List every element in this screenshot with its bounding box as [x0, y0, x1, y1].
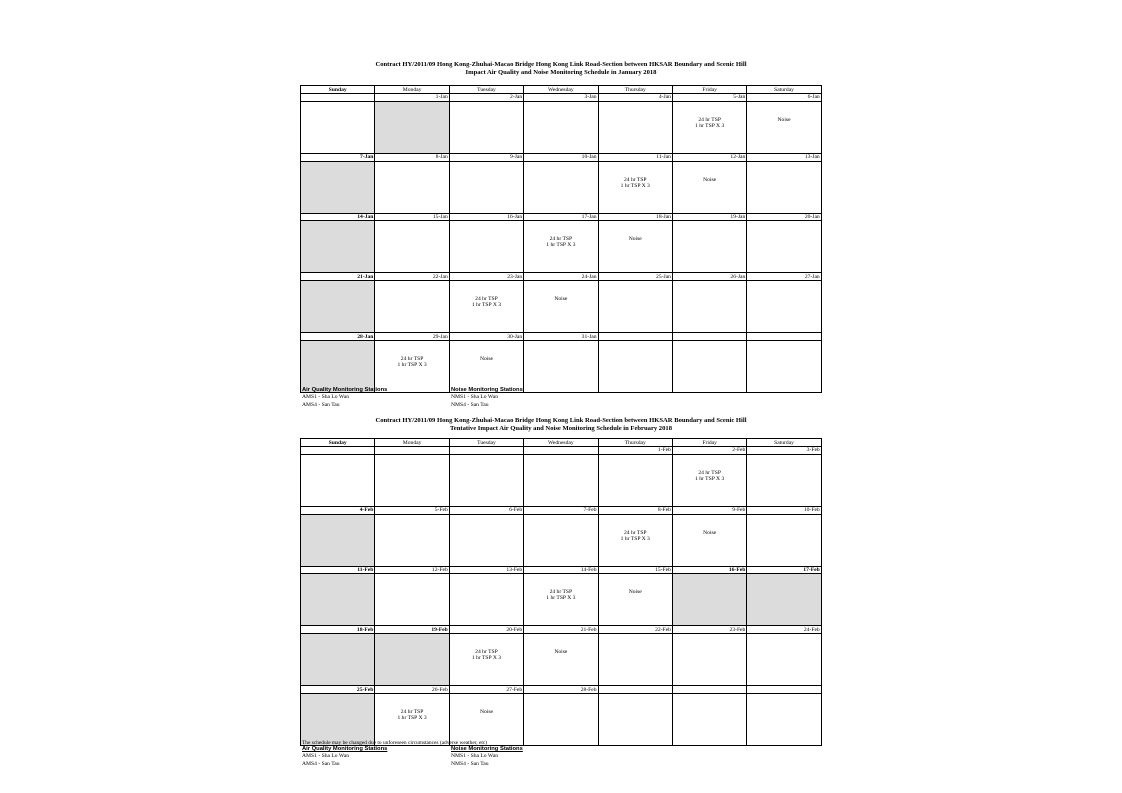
day-cell	[375, 161, 449, 213]
january-noise-legend	[451, 387, 523, 409]
monitoring-activity: Noise	[554, 296, 568, 303]
monitoring-activity: Noise	[479, 708, 493, 715]
date-label: 30-Jan	[449, 333, 523, 341]
date-label: 1-Jan	[375, 94, 449, 102]
day-cell	[301, 634, 375, 686]
day-cell	[449, 634, 523, 686]
day-cell	[301, 693, 375, 745]
date-label: 9-Jan	[449, 153, 523, 161]
day-cell	[301, 340, 375, 392]
monitoring-activity: 24 hr TSP	[698, 469, 721, 476]
monitoring-activity: 24 hr TSP	[549, 589, 573, 596]
weekday-header: Friday	[672, 86, 746, 94]
date-label: 7-Feb	[524, 506, 598, 514]
monitoring-activity: 24 hr TSP	[549, 236, 573, 243]
date-label: 15-Feb	[598, 566, 672, 574]
date-label: 22-Feb	[598, 626, 672, 634]
day-cell	[672, 221, 746, 273]
date-label: 10-Feb	[747, 506, 821, 514]
date-label: 29-Jan	[375, 333, 449, 341]
date-label: 20-Jan	[747, 213, 821, 221]
weekday-header: Saturday	[747, 439, 821, 447]
day-cell	[524, 221, 598, 273]
date-label	[524, 447, 598, 455]
monitoring-activity: Noise	[628, 589, 642, 596]
date-label	[449, 447, 523, 455]
date-label	[672, 686, 746, 694]
weekday-header: Sunday	[301, 86, 375, 94]
date-label: 19-Feb	[375, 626, 449, 634]
monitoring-activity: 1 hr TSP X 3	[397, 714, 427, 721]
day-cell	[524, 340, 598, 392]
day-cell	[598, 281, 672, 333]
day-cell	[598, 340, 672, 392]
day-cell	[449, 574, 523, 626]
date-label: 24-Feb	[747, 626, 821, 634]
day-cell	[524, 514, 598, 566]
day-cell	[524, 634, 598, 686]
date-label: 20-Feb	[449, 626, 523, 634]
date-label: 8-Jan	[375, 153, 449, 161]
monitoring-activity: 1 hr TSP X 3	[546, 242, 576, 249]
date-label: 10-Jan	[524, 153, 598, 161]
date-label	[598, 686, 672, 694]
monitoring-activity: 1 hr TSP X 3	[620, 182, 650, 189]
noise-legend-heading: Noise Monitoring Stations	[451, 387, 523, 393]
weekday-header: Thursday	[598, 86, 672, 94]
day-cell	[672, 340, 746, 392]
weekday-header: Sunday	[301, 439, 375, 447]
monitoring-activity: 1 hr TSP X 3	[695, 475, 725, 482]
date-label: 3-Feb	[747, 447, 821, 455]
day-cell	[598, 574, 672, 626]
day-cell	[747, 693, 821, 745]
date-label: 26-Jan	[672, 273, 746, 281]
day-cell	[598, 454, 672, 506]
date-label: 9-Feb	[672, 506, 746, 514]
day-cell	[524, 101, 598, 153]
date-label: 23-Jan	[449, 273, 523, 281]
air-legend-heading: Air Quality Monitoring Stations	[302, 387, 388, 393]
air-legend-item: AMS1 - Sha Lo Wan	[302, 394, 349, 401]
date-label: 12-Jan	[672, 153, 746, 161]
monitoring-activity: 24 hr TSP	[623, 529, 647, 536]
date-label: 17-Jan	[524, 213, 598, 221]
weekday-header: Wednesday	[524, 86, 598, 94]
day-cell	[301, 101, 375, 153]
january-air-legend	[302, 387, 387, 409]
january-title	[300, 61, 822, 76]
weekday-header: Monday	[375, 439, 449, 447]
date-label: 6-Feb	[449, 506, 523, 514]
day-cell	[375, 634, 449, 686]
january-calendar	[300, 85, 822, 393]
date-label	[747, 686, 821, 694]
date-label: 14-Jan	[301, 213, 375, 221]
noise-legend-heading: Noise Monitoring Stations	[451, 746, 523, 752]
day-cell	[375, 281, 449, 333]
monitoring-activity: 1 hr TSP X 3	[695, 122, 725, 129]
day-cell	[375, 514, 449, 566]
monitoring-activity: 24 hr TSP	[475, 649, 498, 656]
day-cell	[375, 454, 449, 506]
day-cell	[524, 161, 598, 213]
monitoring-activity: 1 hr TSP X 3	[471, 302, 502, 309]
day-cell	[747, 574, 821, 626]
monitoring-activity: 24 hr TSP	[475, 296, 498, 303]
date-label: 15-Jan	[375, 213, 449, 221]
air-legend-heading: Air Quality Monitoring Stations	[302, 746, 388, 752]
day-cell	[301, 454, 375, 506]
day-cell	[747, 101, 821, 153]
date-label: 2-Jan	[449, 94, 523, 102]
day-cell	[747, 340, 821, 392]
date-label: 13-Jan	[747, 153, 821, 161]
day-cell	[672, 634, 746, 686]
date-label: 23-Feb	[672, 626, 746, 634]
date-label: 3-Jan	[524, 94, 598, 102]
date-label: 1-Feb	[598, 447, 672, 455]
february-calendar	[300, 438, 822, 746]
noise-legend-item: NMS1 - Sha Lo Wan	[451, 394, 498, 401]
february-noise-legend	[451, 746, 523, 768]
day-cell	[598, 634, 672, 686]
february-title-line2: Tentative Impact Air Quality and Noise Monitoring Schedule in February 2018	[450, 424, 672, 432]
monitoring-activity: 24 hr TSP	[698, 116, 721, 123]
date-label: 28-Feb	[524, 686, 598, 694]
day-cell	[747, 454, 821, 506]
monitoring-activity: Noise	[628, 236, 642, 243]
day-cell	[449, 340, 523, 392]
noise-legend-item: NMS4 - San Tau	[451, 760, 489, 767]
date-label: 19-Jan	[672, 213, 746, 221]
day-cell	[301, 514, 375, 566]
day-cell	[672, 693, 746, 745]
day-cell	[747, 161, 821, 213]
day-cell	[524, 454, 598, 506]
day-cell	[524, 574, 598, 626]
date-label: 4-Feb	[301, 506, 375, 514]
date-label: 6-Jan	[747, 94, 821, 102]
monitoring-activity: Noise	[554, 649, 568, 656]
february-title-line1: Contract HY/2011/09 Hong Kong-Zhuhai-Macao Bridge Hong Kong Link Road-Section between HKSAR Boundary and Scenic Hill	[375, 417, 747, 424]
date-label: 24-Jan	[524, 273, 598, 281]
day-cell	[449, 101, 523, 153]
date-label: 18-Feb	[301, 626, 375, 634]
monitoring-activity: 1 hr TSP X 3	[620, 535, 650, 542]
weekday-header: Monday	[375, 86, 449, 94]
day-cell	[524, 693, 598, 745]
date-label: 4-Jan	[598, 94, 672, 102]
noise-legend-item: NMS1 - Sha Lo Wan	[451, 753, 498, 760]
date-label: 5-Feb	[375, 506, 449, 514]
day-cell	[375, 693, 449, 745]
day-cell	[375, 101, 449, 153]
date-label	[375, 447, 449, 455]
date-label: 28-Jan	[301, 333, 375, 341]
date-label: 5-Jan	[672, 94, 746, 102]
date-label: 27-Jan	[747, 273, 821, 281]
day-cell	[524, 281, 598, 333]
monitoring-activity: 24 hr TSP	[400, 355, 424, 362]
date-label: 7-Jan	[301, 153, 375, 161]
weekday-header: Tuesday	[449, 439, 523, 447]
day-cell	[375, 574, 449, 626]
day-cell	[598, 514, 672, 566]
date-label: 25-Feb	[301, 686, 375, 694]
day-cell	[598, 161, 672, 213]
date-label: 16-Feb	[672, 566, 746, 574]
weekday-header: Wednesday	[524, 439, 598, 447]
day-cell	[672, 161, 746, 213]
day-cell	[449, 281, 523, 333]
day-cell	[301, 221, 375, 273]
january-title-line1: Contract HY/2011/09 Hong Kong-Zhuhai-Macao Bridge Hong Kong Link Road-Section between HKSAR Boundary and Scenic Hill	[375, 61, 747, 68]
date-label: 12-Feb	[375, 566, 449, 574]
day-cell	[449, 161, 523, 213]
monitoring-activity: Noise	[703, 529, 717, 536]
date-label: 21-Jan	[301, 273, 375, 281]
date-label: 14-Feb	[524, 566, 598, 574]
air-legend-item: AMS4 - San Tau	[302, 401, 340, 408]
january-title-line2: Impact Air Quality and Noise Monitoring Schedule in January 2018	[465, 68, 657, 76]
monitoring-activity: 1 hr TSP X 3	[397, 361, 427, 368]
weekday-header: Friday	[672, 439, 746, 447]
date-label: 26-Feb	[375, 686, 449, 694]
weekday-header: Saturday	[747, 86, 821, 94]
day-cell	[449, 221, 523, 273]
date-label: 11-Jan	[598, 153, 672, 161]
february-title	[300, 417, 822, 432]
day-cell	[747, 634, 821, 686]
day-cell	[375, 340, 449, 392]
date-label	[747, 333, 821, 341]
day-cell	[672, 574, 746, 626]
date-label: 31-Jan	[524, 333, 598, 341]
date-label: 2-Feb	[672, 447, 746, 455]
day-cell	[598, 693, 672, 745]
noise-legend-item: NMS4 - San Tau	[451, 401, 489, 408]
air-legend-item: AMS1 - Sha Lo Wan	[302, 753, 349, 760]
day-cell	[672, 514, 746, 566]
date-label: 17-Feb	[747, 566, 821, 574]
date-label: 25-Jan	[598, 273, 672, 281]
monitoring-activity: 1 hr TSP X 3	[471, 655, 502, 662]
day-cell	[301, 574, 375, 626]
monitoring-activity: Noise	[777, 116, 791, 123]
day-cell	[449, 693, 523, 745]
day-cell	[301, 161, 375, 213]
february-air-legend	[302, 746, 387, 768]
date-label: 18-Jan	[598, 213, 672, 221]
day-cell	[375, 221, 449, 273]
date-label: 27-Feb	[449, 686, 523, 694]
date-label: 8-Feb	[598, 506, 672, 514]
day-cell	[672, 281, 746, 333]
day-cell	[747, 514, 821, 566]
day-cell	[449, 454, 523, 506]
monitoring-activity: 24 hr TSP	[400, 708, 424, 715]
monitoring-activity: 1 hr TSP X 3	[546, 595, 576, 602]
day-cell	[672, 454, 746, 506]
monitoring-activity: Noise	[703, 176, 717, 183]
air-legend-item: AMS4 - San Tau	[302, 760, 340, 767]
date-label: 21-Feb	[524, 626, 598, 634]
monitoring-activity: 24 hr TSP	[623, 176, 647, 183]
monitoring-activity: Noise	[479, 355, 493, 362]
day-cell	[598, 221, 672, 273]
day-cell	[598, 101, 672, 153]
date-label: 22-Jan	[375, 273, 449, 281]
weekday-header: Thursday	[598, 439, 672, 447]
weekday-header: Tuesday	[449, 86, 523, 94]
day-cell	[672, 101, 746, 153]
date-label	[301, 447, 375, 455]
date-label	[598, 333, 672, 341]
date-label: 16-Jan	[449, 213, 523, 221]
date-label	[301, 94, 375, 102]
date-label	[672, 333, 746, 341]
day-cell	[301, 281, 375, 333]
day-cell	[747, 221, 821, 273]
date-label: 11-Feb	[301, 566, 375, 574]
day-cell	[449, 514, 523, 566]
date-label: 13-Feb	[449, 566, 523, 574]
schedule-note: The schedule may be changed due to unforeseen circumstances (adverse weather, etc)	[302, 740, 488, 746]
day-cell	[747, 281, 821, 333]
